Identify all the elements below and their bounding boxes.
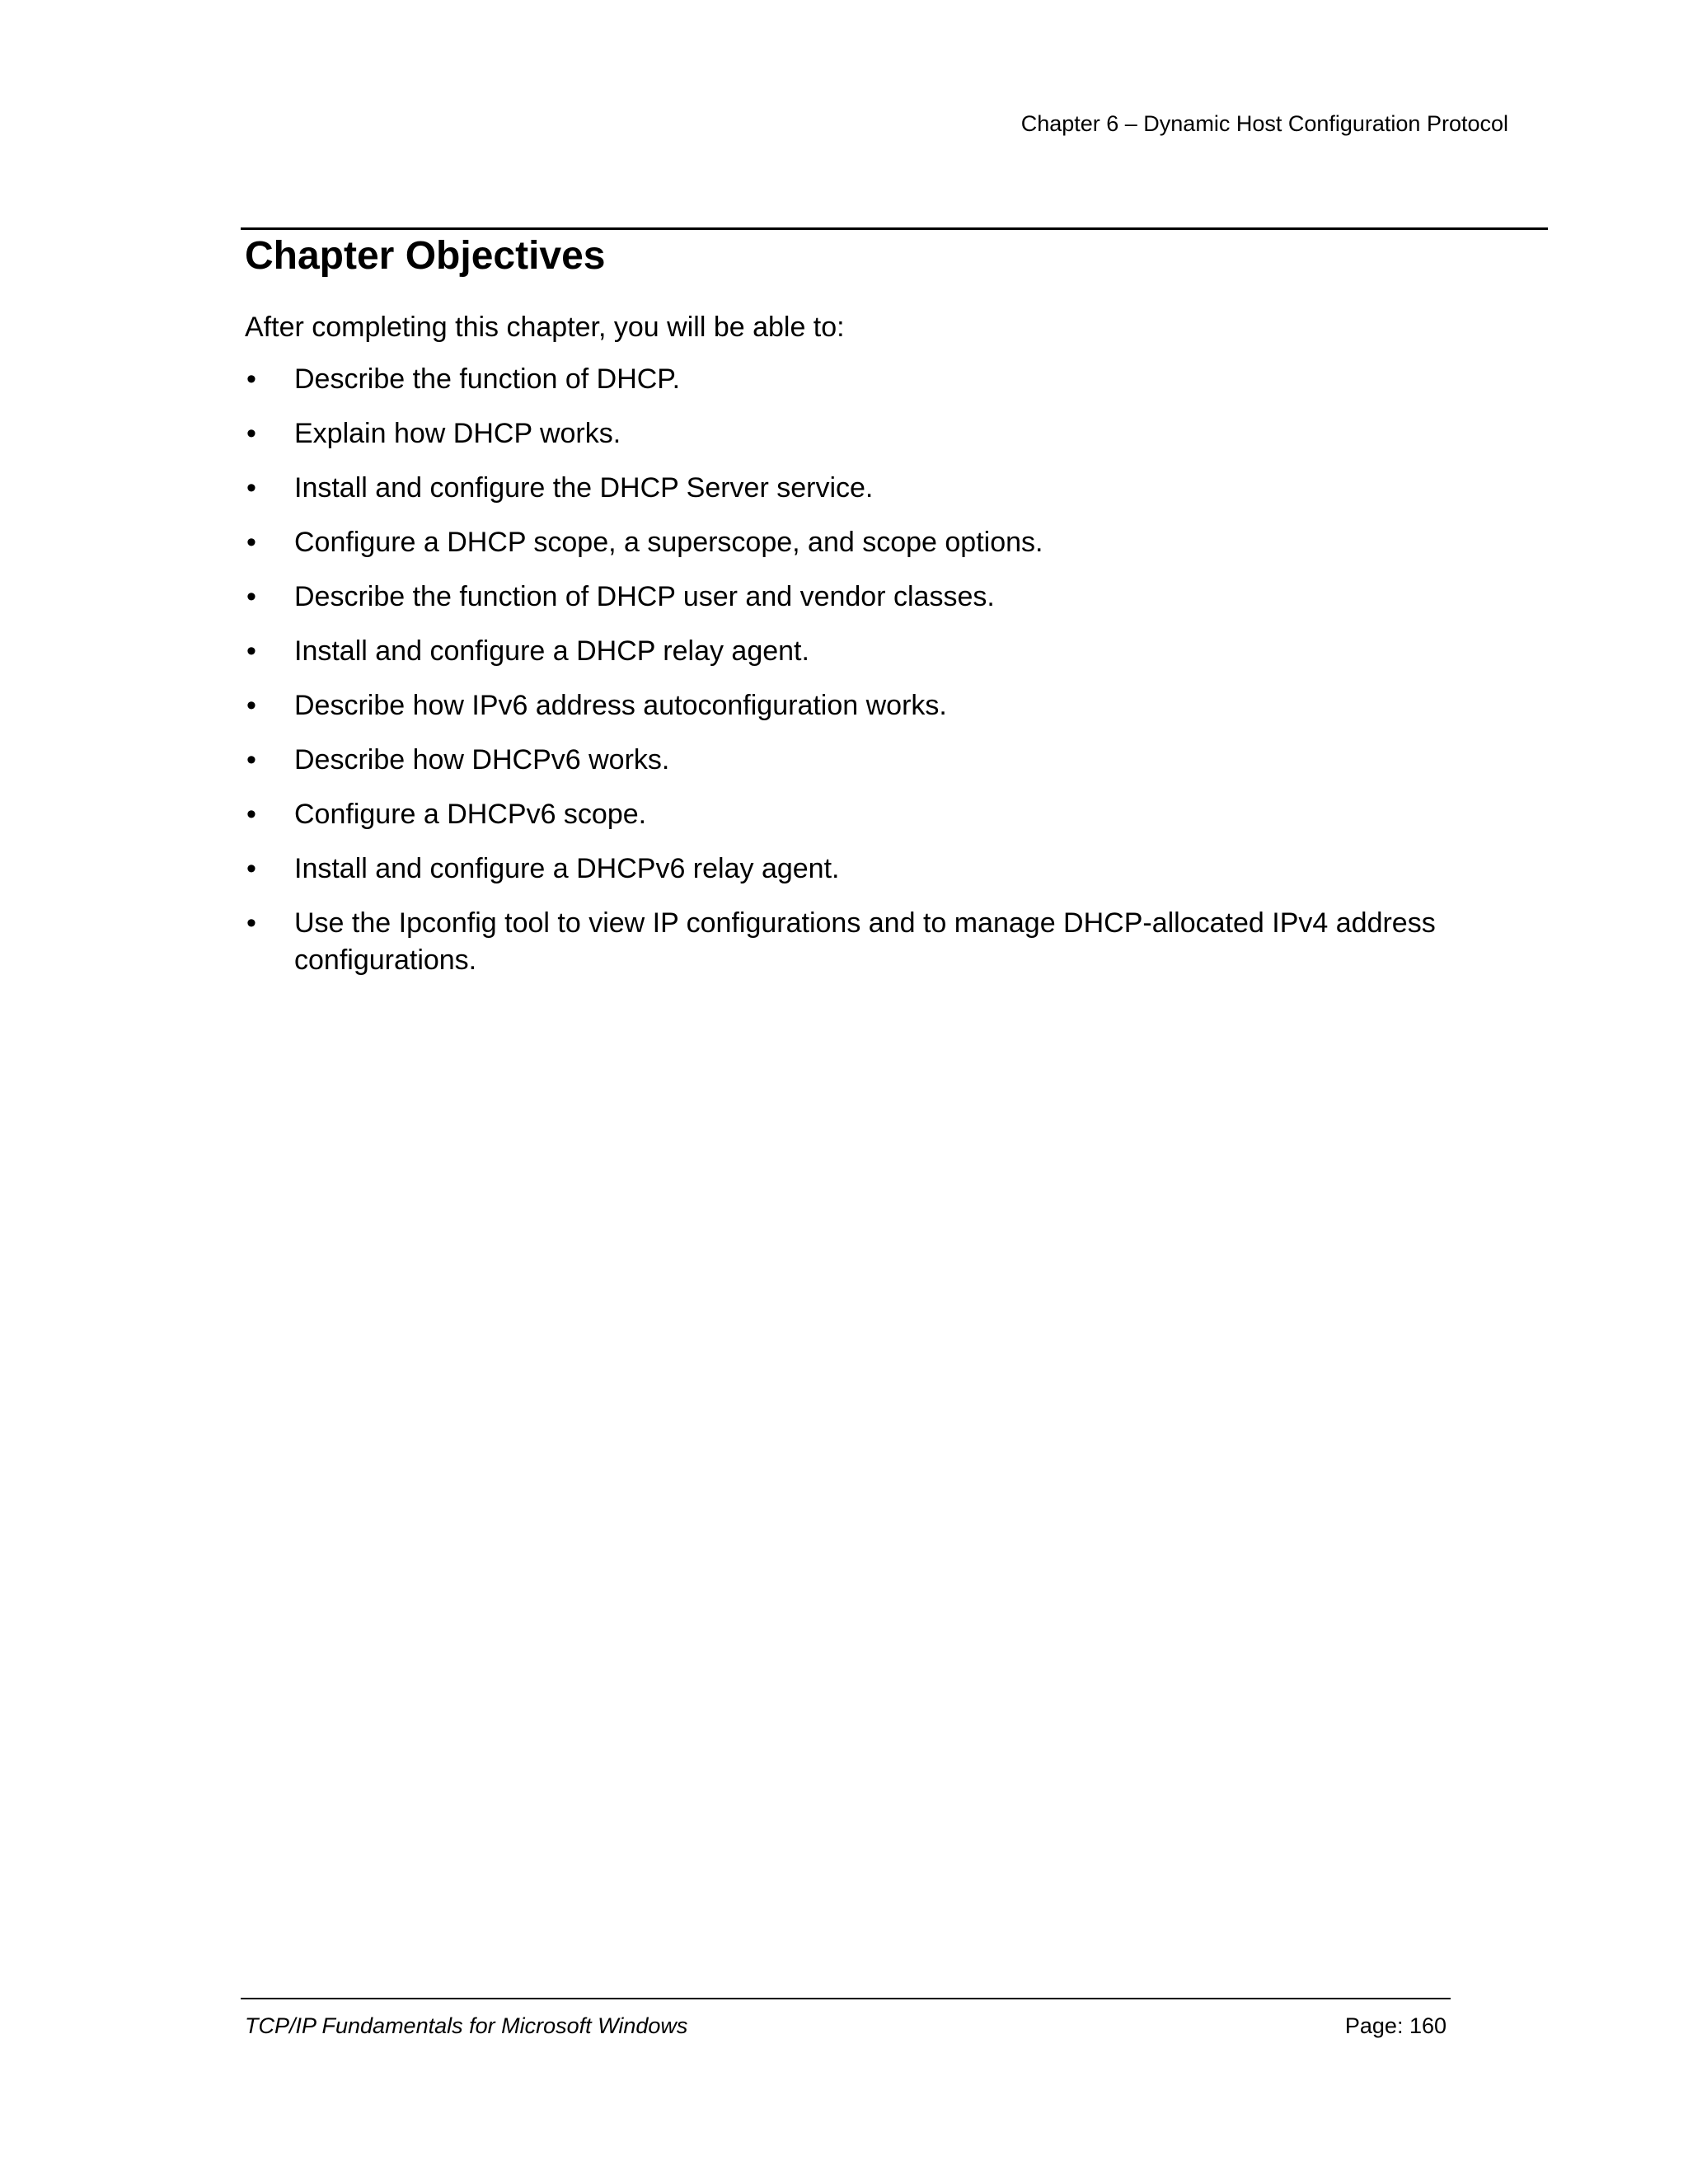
running-header: Chapter 6 – Dynamic Host Configuration Protocol bbox=[1020, 111, 1508, 136]
bullet-icon: • bbox=[246, 744, 256, 776]
bullet-icon: • bbox=[246, 418, 256, 449]
list-item bbox=[245, 687, 1514, 724]
list-item bbox=[245, 633, 1514, 670]
bullet-icon: • bbox=[246, 527, 256, 558]
section-title: Chapter Objectives bbox=[245, 234, 606, 278]
bullet-icon: • bbox=[246, 363, 256, 395]
objective-text: Use the Ipconfig tool to view IP configurations and to manage DHCP-allocated IPv4 address configurations. bbox=[294, 907, 1436, 976]
list-item bbox=[245, 361, 1514, 398]
bullet-icon: • bbox=[246, 472, 256, 504]
objective-text: Describe how IPv6 address autoconfiguration works. bbox=[294, 690, 947, 721]
intro-text: After completing this chapter, you will be able to: bbox=[245, 312, 845, 343]
list-item bbox=[245, 796, 1514, 833]
objective-text: Configure a DHCP scope, a superscope, and scope options. bbox=[294, 527, 1043, 558]
footer-book-title: TCP/IP Fundamentals for Microsoft Windows bbox=[245, 2013, 688, 2038]
footer-divider bbox=[241, 1998, 1451, 1999]
objective-text: Describe how DHCPv6 works. bbox=[294, 744, 670, 776]
objective-text: Install and configure the DHCP Server service. bbox=[294, 472, 874, 504]
page-number: Page: 160 bbox=[1344, 2013, 1447, 2038]
list-item bbox=[245, 524, 1514, 561]
list-item bbox=[245, 579, 1514, 616]
objective-text: Describe the function of DHCP. bbox=[294, 363, 681, 395]
bullet-icon: • bbox=[246, 581, 256, 612]
list-item bbox=[245, 415, 1514, 452]
objective-text: Describe the function of DHCP user and vendor classes. bbox=[294, 581, 995, 612]
objective-text: Configure a DHCPv6 scope. bbox=[294, 799, 647, 830]
objective-text: Explain how DHCP works. bbox=[294, 418, 621, 449]
list-item bbox=[245, 851, 1514, 888]
objective-text: Install and configure a DHCPv6 relay agent. bbox=[294, 853, 840, 884]
list-item bbox=[245, 742, 1514, 779]
objectives-list bbox=[245, 361, 1514, 996]
bullet-icon: • bbox=[246, 690, 256, 721]
list-item bbox=[245, 905, 1514, 979]
bullet-icon: • bbox=[246, 799, 256, 830]
bullet-icon: • bbox=[246, 907, 256, 939]
title-divider bbox=[241, 227, 1548, 230]
bullet-icon: • bbox=[246, 635, 256, 667]
bullet-icon: • bbox=[246, 853, 256, 884]
list-item bbox=[245, 470, 1514, 507]
objective-text: Install and configure a DHCP relay agent. bbox=[294, 635, 809, 667]
